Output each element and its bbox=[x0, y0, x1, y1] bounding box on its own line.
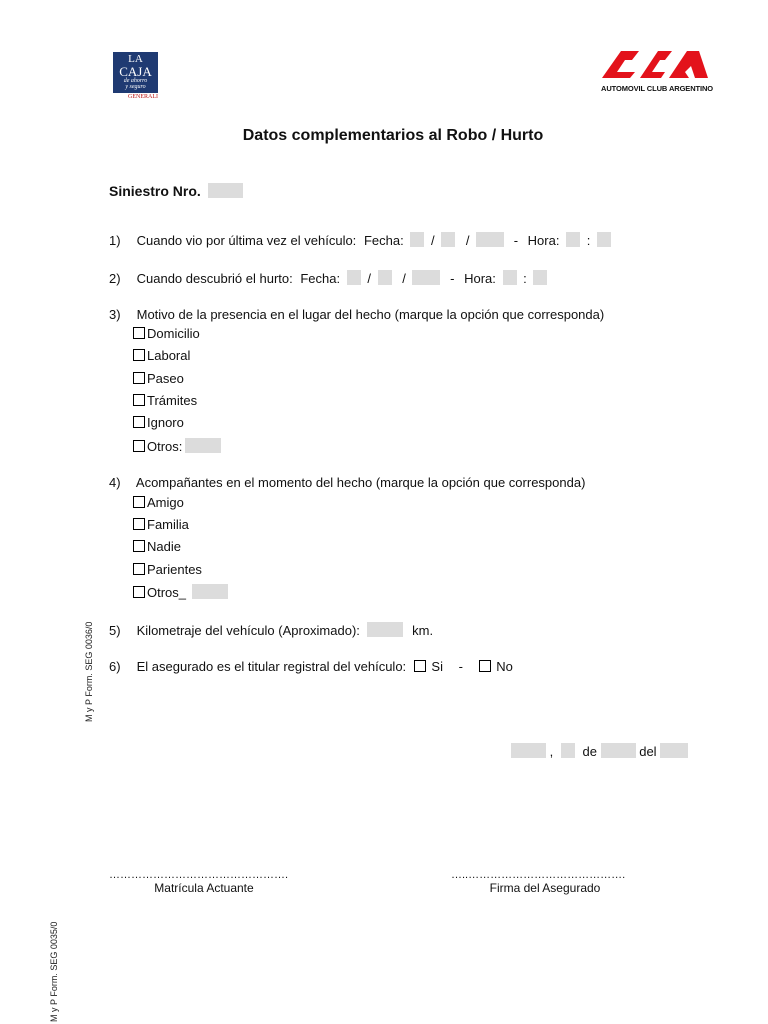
q4-checkbox-otros[interactable] bbox=[133, 586, 145, 598]
la-caja-logo-line4: y seguro bbox=[125, 84, 146, 90]
date-del-label: del bbox=[639, 744, 657, 759]
form-title: Datos complementarios al Robo / Hurto bbox=[242, 127, 544, 144]
q2-slash-1: / bbox=[367, 271, 371, 286]
q3-checkbox-domicilio[interactable] bbox=[133, 327, 145, 339]
q3-checkbox-laboral[interactable] bbox=[133, 349, 145, 361]
q1-text: Cuando vio por última vez el vehículo: bbox=[136, 233, 357, 248]
year-field[interactable] bbox=[660, 743, 688, 758]
q4-otros-field[interactable] bbox=[192, 584, 228, 599]
q3-otros-field[interactable] bbox=[185, 438, 221, 453]
q6-si-label: Si bbox=[431, 659, 443, 674]
q3-checkbox-tramites[interactable] bbox=[133, 394, 145, 406]
form-code-lower: M y P Form. SEG 0035/0 bbox=[49, 921, 59, 1022]
q3-option-otros[interactable] bbox=[133, 438, 221, 454]
q3-checkbox-otros[interactable] bbox=[133, 440, 145, 452]
q1-row bbox=[109, 232, 611, 248]
q2-month-field[interactable] bbox=[378, 270, 392, 285]
q2-text: Cuando descubrió el hurto: bbox=[136, 271, 293, 286]
q3-option-label: Ignoro bbox=[147, 415, 184, 430]
day-field[interactable] bbox=[561, 743, 575, 758]
q1-hour-field[interactable] bbox=[566, 232, 580, 247]
q3-option-laboral[interactable] bbox=[133, 348, 190, 363]
q6-checkbox-si[interactable] bbox=[414, 660, 426, 672]
q4-checkbox-parientes[interactable] bbox=[133, 563, 145, 575]
q3-number: 3) bbox=[109, 307, 121, 322]
q1-day-field[interactable] bbox=[410, 232, 424, 247]
q1-number: 1) bbox=[109, 233, 121, 248]
siniestro-number-field[interactable] bbox=[208, 183, 243, 198]
q1-hora-label: Hora: bbox=[527, 233, 560, 248]
q4-checkbox-nadie[interactable] bbox=[133, 540, 145, 552]
q4-option-parientes[interactable] bbox=[133, 562, 202, 577]
q3-option-label: Otros: bbox=[147, 439, 183, 454]
la-caja-logo-line2: CAJA bbox=[119, 64, 152, 79]
q5-unit: km. bbox=[412, 623, 434, 638]
q1-slash-2: / bbox=[465, 233, 470, 248]
q6-dash: - bbox=[458, 659, 463, 674]
q2-slash-2: / bbox=[402, 271, 406, 286]
q6-checkbox-no[interactable] bbox=[479, 660, 491, 672]
generali-label: GENERALI bbox=[128, 94, 158, 100]
q1-fecha-label: Fecha: bbox=[363, 233, 404, 248]
q4-checkbox-amigo[interactable] bbox=[133, 496, 145, 508]
q4-option-label: Nadie bbox=[147, 539, 181, 554]
q1-colon: : bbox=[586, 233, 591, 248]
date-comma: , bbox=[549, 744, 554, 759]
date-line bbox=[511, 743, 688, 759]
q3-option-paseo[interactable] bbox=[133, 371, 184, 386]
q4-option-familia[interactable] bbox=[133, 517, 189, 532]
q1-year-field[interactable] bbox=[476, 232, 504, 247]
q5-text: Kilometraje del vehículo (Aproximado): bbox=[136, 623, 360, 638]
q2-year-field[interactable] bbox=[412, 270, 440, 285]
q3-option-tramites[interactable] bbox=[133, 393, 197, 408]
q3-option-label: Laboral bbox=[147, 348, 191, 363]
q2-number: 2) bbox=[109, 271, 121, 286]
q6-text: El asegurado es el titular registral del vehículo: bbox=[136, 659, 407, 674]
la-caja-logo bbox=[113, 52, 158, 102]
q4-option-label: Amigo bbox=[147, 495, 184, 510]
q6-number: 6) bbox=[109, 659, 121, 674]
q4-option-label: Otros_ bbox=[147, 585, 187, 600]
q3-text: Motivo de la presencia en el lugar del hecho (marque la opción que corresponda) bbox=[136, 307, 605, 322]
date-de-label: de bbox=[582, 744, 597, 759]
q1-minute-field[interactable] bbox=[597, 232, 611, 247]
month-field[interactable] bbox=[601, 743, 636, 758]
q2-dash: - bbox=[450, 271, 455, 286]
q3-checkbox-ignoro[interactable] bbox=[133, 416, 145, 428]
q5-number: 5) bbox=[109, 623, 121, 638]
q1-slash-1: / bbox=[430, 233, 435, 248]
q3-checkbox-paseo[interactable] bbox=[133, 372, 145, 384]
q1-month-field[interactable] bbox=[441, 232, 455, 247]
signature-right-label: Firma del Asegurado bbox=[489, 881, 601, 895]
q2-minute-field[interactable] bbox=[533, 270, 547, 285]
place-field[interactable] bbox=[511, 743, 546, 758]
q2-day-field[interactable] bbox=[347, 270, 361, 285]
q4-option-nadie[interactable] bbox=[133, 539, 181, 554]
q2-hour-field[interactable] bbox=[503, 270, 517, 285]
siniestro-label: Siniestro Nro. bbox=[109, 183, 201, 199]
q6-no-label: No bbox=[496, 659, 513, 674]
q5-km-field[interactable] bbox=[367, 622, 403, 637]
signature-left-label: Matrícula Actuante bbox=[154, 881, 254, 895]
q4-text: Acompañantes en el momento del hecho (marque la opción que corresponda) bbox=[135, 475, 586, 490]
signature-right-dots: …..……………………………………. bbox=[451, 869, 626, 881]
q4-option-label: Parientes bbox=[147, 562, 202, 577]
form-code-upper: M y P Form. SEG 0036/0 bbox=[84, 621, 94, 722]
q3-option-domicilio[interactable] bbox=[133, 326, 200, 341]
q3-option-label: Trámites bbox=[147, 393, 198, 408]
siniestro-row bbox=[109, 183, 243, 199]
q3-option-ignoro[interactable] bbox=[133, 415, 184, 430]
la-caja-logo-line3: de ahorro bbox=[123, 78, 148, 84]
q4-number: 4) bbox=[109, 475, 121, 490]
q4-row bbox=[109, 475, 585, 490]
q1-dash: - bbox=[513, 233, 519, 248]
signature-left-dots: …………………………………………. bbox=[109, 869, 289, 881]
q2-row bbox=[109, 270, 547, 286]
q4-option-otros[interactable] bbox=[133, 584, 228, 600]
q4-checkbox-familia[interactable] bbox=[133, 518, 145, 530]
q6-row bbox=[109, 659, 513, 674]
aca-logo-icon bbox=[599, 44, 711, 84]
q2-colon: : bbox=[523, 271, 527, 286]
q4-option-amigo[interactable] bbox=[133, 495, 184, 510]
la-caja-logo-block bbox=[113, 52, 158, 93]
la-caja-logo-line1: LA bbox=[128, 53, 143, 65]
q2-fecha-label: Fecha: bbox=[300, 271, 341, 286]
q4-option-label: Familia bbox=[147, 517, 189, 532]
q3-row bbox=[109, 307, 604, 322]
q5-row bbox=[109, 622, 433, 638]
aca-logo-caption: AUTOMOVIL CLUB ARGENTINO bbox=[601, 84, 714, 93]
q3-option-label: Paseo bbox=[147, 371, 184, 386]
aca-logo bbox=[599, 44, 714, 100]
q3-option-label: Domicilio bbox=[147, 326, 200, 341]
q2-hora-label: Hora: bbox=[464, 271, 496, 286]
